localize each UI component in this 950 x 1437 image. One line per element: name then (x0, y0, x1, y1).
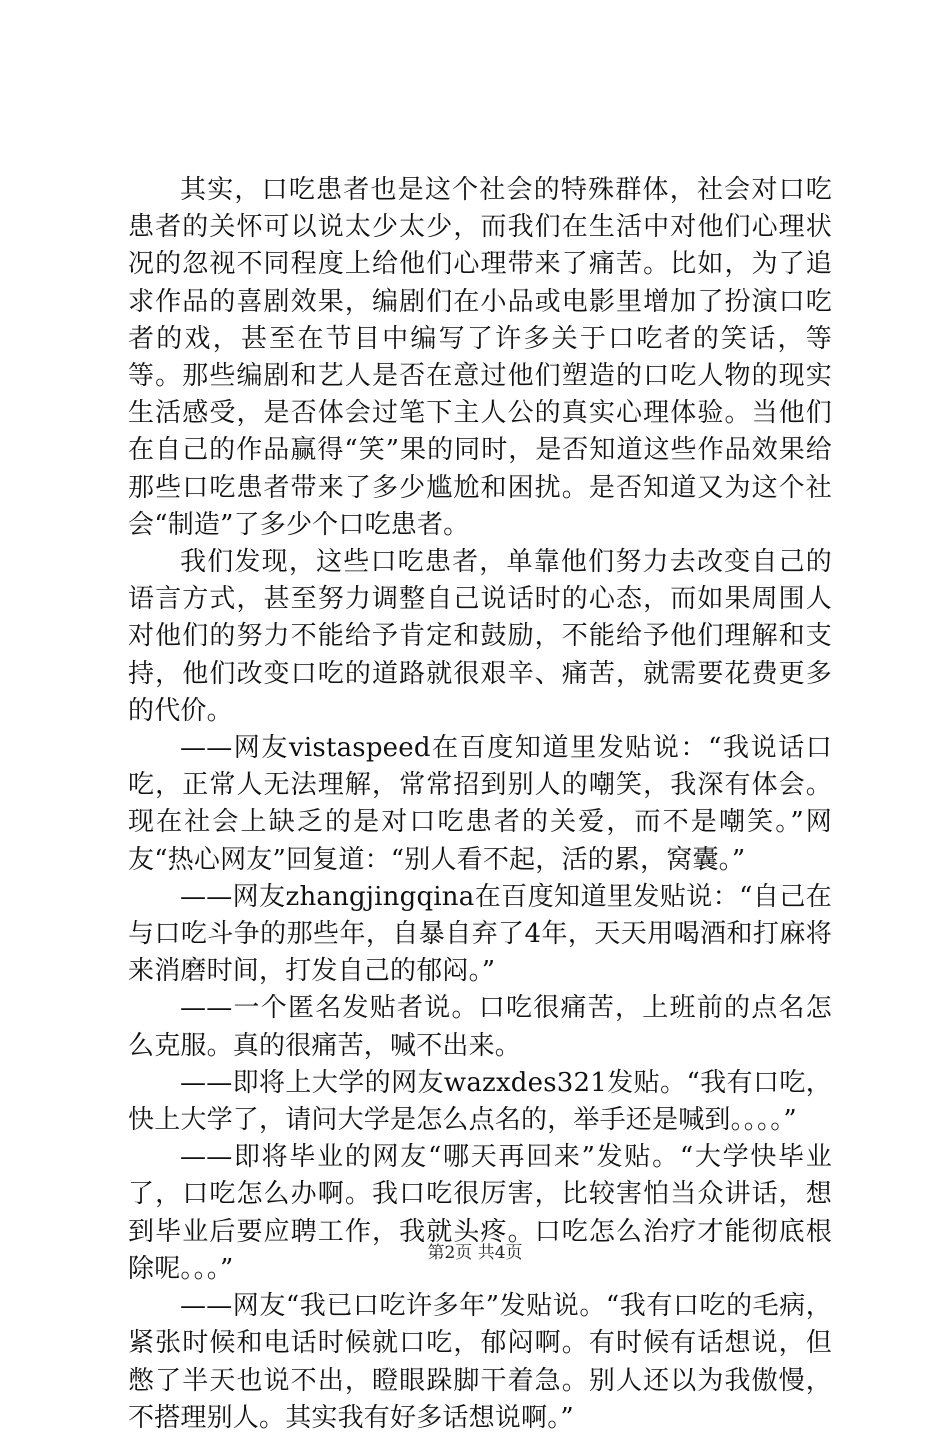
paragraph-effort: 我们发现，这些口吃患者，单靠他们努力去改变自己的语言方式，甚至努力调整自己说话时的心态，而如果周围人对他们的努力不能给予肯定和鼓励，不能给予他们理解和支持，他们改变口吃的道路就很艰辛、痛苦，就需要花费更多的代价。 (128, 547, 832, 726)
quote-wazxdes321: ——即将上大学的网友wazxdes321发贴。“我有口吃，快上大学了，请问大学是怎么点名的，举手还是喊到。。。。” (128, 1067, 832, 1136)
page-number-footer: 第2页 共4页 (427, 1243, 523, 1263)
quote-anonymous: ——一个匿名发贴者说。口吃很痛苦，上班前的点名怎么克服。真的很痛苦，喊不出来。 (128, 993, 832, 1061)
paragraph-concern: 其实，口吃患者也是这个社会的特殊群体，社会对口吃患者的关怀可以说太少太少，而我们在生活中对他们心理状况的忽视不同程度上给他们心理带来了痛苦。比如，为了追求作品的喜剧效果，编剧们在小品或电影里增加了扮演口吃者的戏，甚至在节目中编写了许多关于口吃者的笑话，等等。那些编剧和艺人是否在意过他们塑造的口吃人物的现实生活感受，是否体会过笔下主人公的真实心理体验。当他们在自己的作品赢得“笑”果的同时，是否知道这些作品效果给那些口吃患者带来了多少尴尬和困扰。是否知道又为这个社会“制造”了多少个口吃患者。 (128, 175, 832, 540)
quote-graduating-user: ——即将毕业的网友“哪天再回来”发贴。“大学快毕业了，口吃怎么办啊。我口吃很厉害，比较害怕当众讲话，想到毕业后要应聘工作，我就头疼。口吃怎么治疗才能彻底根除呢。。。” (128, 1142, 832, 1284)
quote-vistaspeed: ——网友vistaspeed在百度知道里发贴说：“我说话口吃，正常人无法理解，常常招到别人的嘲笑，我深有体会。现在社会上缺乏的是对口吃患者的关爱，而不是嘲笑。”网友“热心网友”回复道：“别人看不起，活的累，窝囊。” (128, 733, 832, 875)
quote-zhangjingqina: ——网友zhangjingqina在百度知道里发贴说：“自己在与口吃斗争的那些年，自暴自弃了4年，天天用喝酒和打麻将来消磨时间，打发自己的郁闷。” (128, 881, 832, 987)
quote-long-time-stutterer: ——网友“我已口吃许多年”发贴说。“我有口吃的毛病，紧张时候和电话时候就口吃，郁闷啊。有时候有话想说，但憋了半天也说不出，瞪眼跺脚干着急。别人还以为我傲慢，不搭理别人。其实我有好多话想说啊。” (128, 1291, 832, 1433)
